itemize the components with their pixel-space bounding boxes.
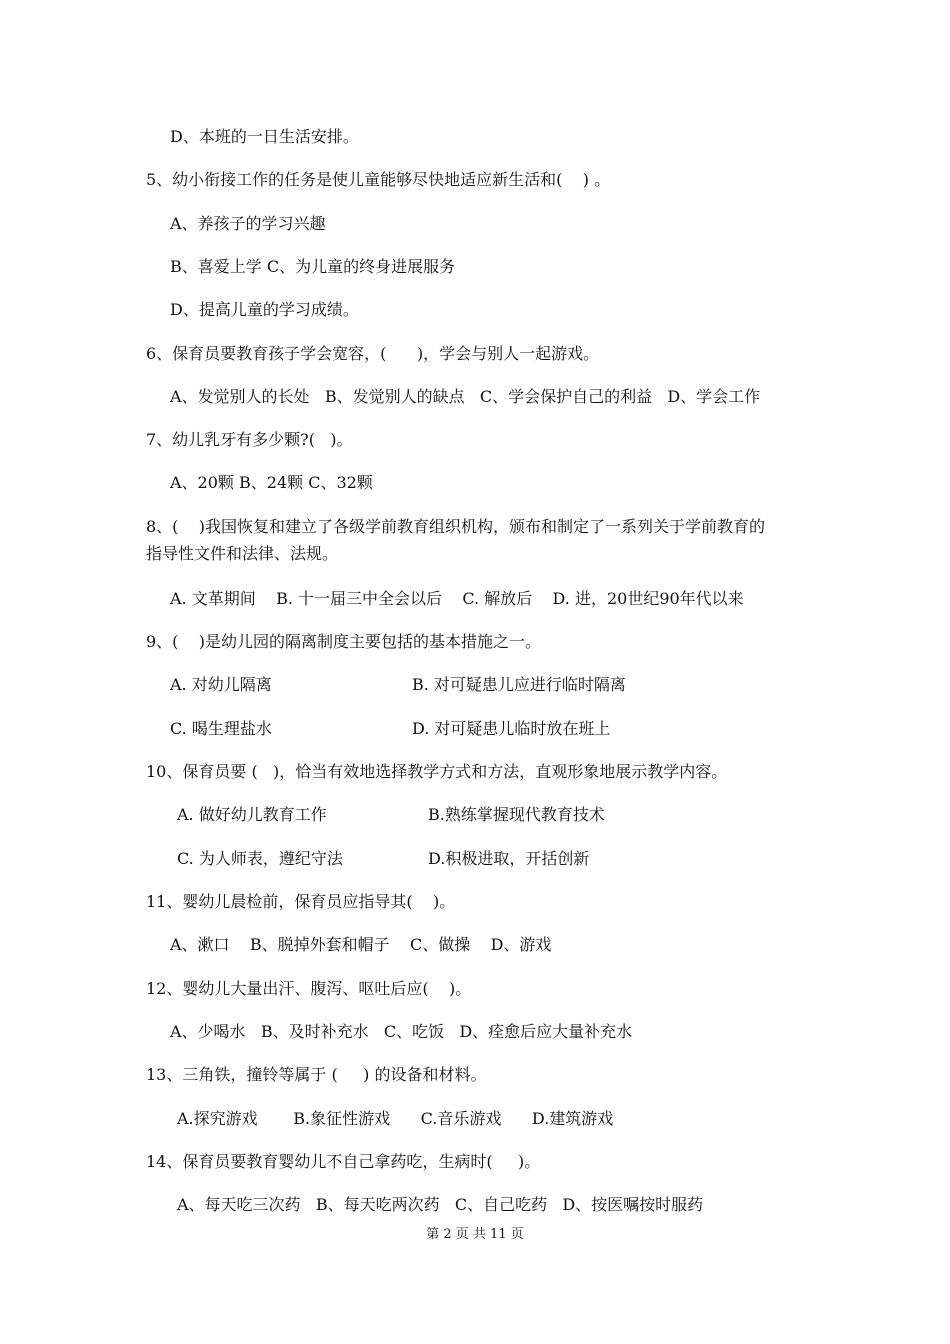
question-7: 7、幼儿乳牙有多少颗?( )。 xyxy=(146,430,353,449)
question-11: 11、婴幼儿晨检前，保育员应指导其( )。 xyxy=(146,892,456,911)
options-12: A、少喝水 B、及时补充水 C、吃饭 D、痊愈后应大量补充水 xyxy=(170,1022,633,1041)
option-10d: D.积极进取，开括创新 xyxy=(428,849,590,868)
question-6: 6、保育员要教育孩子学会宽容，( )，学会与别人一起游戏。 xyxy=(146,344,600,363)
option-9b: B. 对可疑患儿应进行临时隔离 xyxy=(412,675,626,694)
option-9a: A. 对幼儿隔离 xyxy=(170,675,272,694)
option-5bc: B、喜爱上学 C、为儿童的终身进展服务 xyxy=(170,257,456,276)
question-12: 12、婴幼儿大量出汗、腹泻、呕吐后应( )。 xyxy=(146,979,472,998)
question-14: 14、保育员要教育婴幼儿不自己拿药吃，生病时( )。 xyxy=(146,1152,541,1171)
option-9c: C. 喝生理盐水 xyxy=(170,719,272,738)
option-9d: D. 对可疑患儿临时放在班上 xyxy=(412,719,611,738)
option-10b: B.熟练掌握现代教育技术 xyxy=(428,805,605,824)
options-8: A. 文革期间 B. 十一届三中全会以后 C. 解放后 D. 进，20世纪90年代以来 xyxy=(170,589,744,608)
option-4d: D、本班的一日生活安排。 xyxy=(170,127,359,146)
question-9: 9、( )是幼儿园的隔离制度主要包括的基本措施之一。 xyxy=(146,632,542,651)
question-13: 13、三角铁，撞铃等属于 ( ) 的设备和材料。 xyxy=(146,1065,487,1084)
options-11: A、漱口 B、脱掉外套和帽子 C、做操 D、游戏 xyxy=(170,935,552,954)
page-number: 第 2 页 共 11 页 xyxy=(426,1227,524,1242)
question-8-cont: 指导性文件和法律、法规。 xyxy=(146,544,339,563)
options-13: A.探究游戏 B.象征性游戏 C.音乐游戏 D.建筑游戏 xyxy=(177,1109,614,1128)
option-10a: A. 做好幼儿教育工作 xyxy=(177,805,327,824)
options-7: A、20颗 B、24颗 C、32颗 xyxy=(170,473,373,492)
option-5a: A、养孩子的学习兴趣 xyxy=(170,214,326,233)
option-10c: C. 为人师表，遵纪守法 xyxy=(177,849,343,868)
option-5d: D、提高儿童的学习成绩。 xyxy=(170,300,359,319)
options-14: A、每天吃三次药 B、每天吃两次药 C、自己吃药 D、按医嘱按时服药 xyxy=(177,1195,704,1214)
options-6: A、发觉别人的长处 B、发觉别人的缺点 C、学会保护自己的利益 D、学会工作 xyxy=(170,387,761,406)
question-8: 8、( )我国恢复和建立了各级学前教育组织机构，颁布和制定了一系列关于学前教育的 xyxy=(146,517,766,536)
question-5: 5、幼小衔接工作的任务是使儿童能够尽快地适应新生活和( ) 。 xyxy=(146,170,611,189)
question-10: 10、保育员要 ( )，恰当有效地选择教学方式和方法，直观形象地展示教学内容。 xyxy=(146,762,728,781)
